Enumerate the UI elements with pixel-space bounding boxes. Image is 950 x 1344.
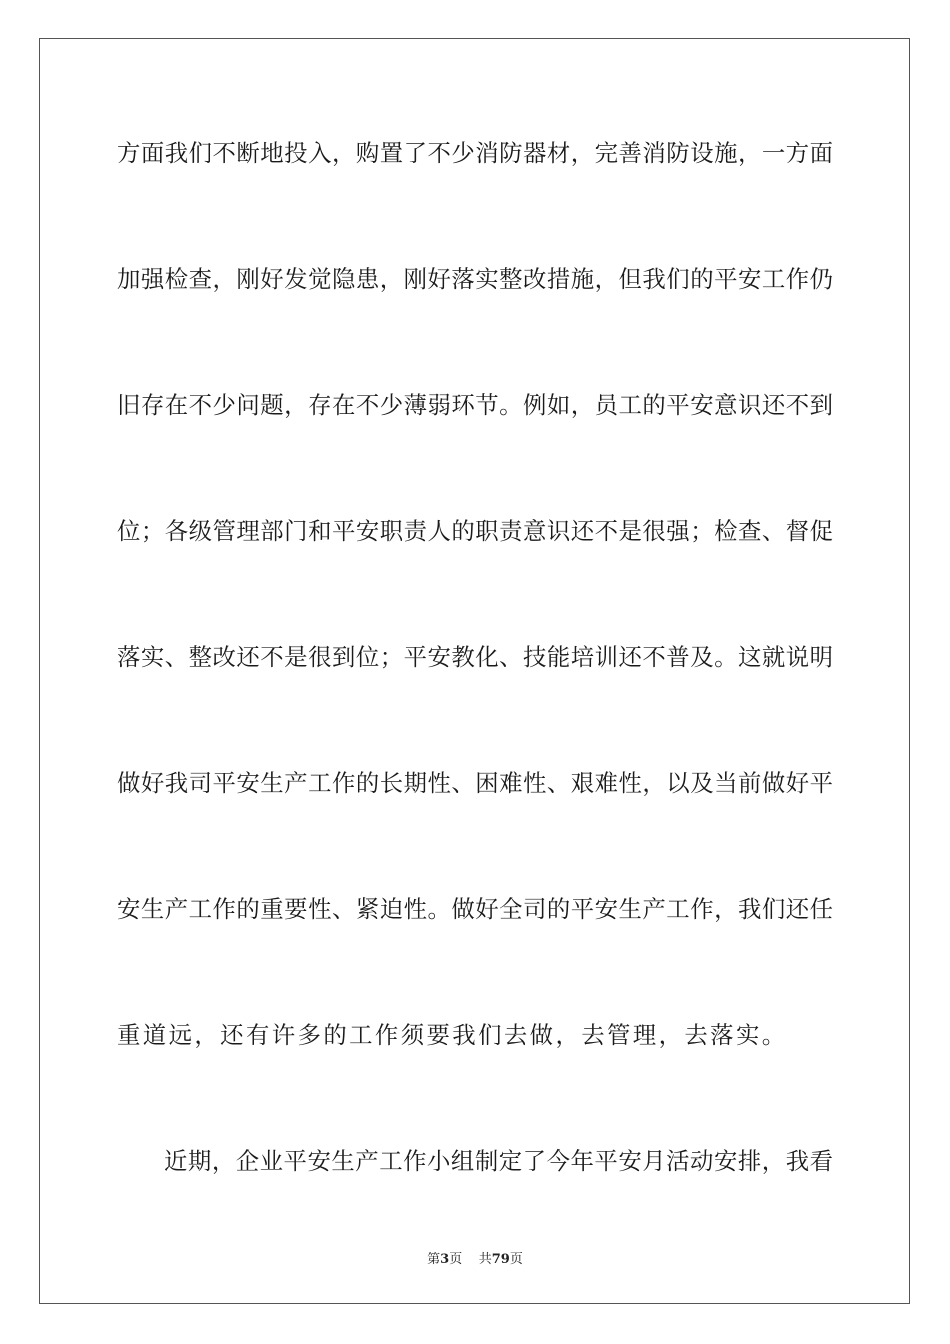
body-line-5: 落实、整改还不是很到位；平安教化、技能培训还不普及。这就说明 xyxy=(117,643,833,671)
body-line-6: 做好我司平安生产工作的长期性、困难性、艰难性，以及当前做好平 xyxy=(117,769,833,797)
body-line-4: 位；各级管理部门和平安职责人的职责意识还不是很强；检查、督促 xyxy=(117,517,833,545)
total-prefix: 共 xyxy=(478,1252,492,1267)
page-footer xyxy=(0,1248,950,1267)
page-number: 3 xyxy=(440,1252,450,1267)
body-line-9: 近期，企业平安生产工作小组制定了今年平安月活动安排，我看 xyxy=(164,1147,833,1175)
page-suffix: 页 xyxy=(449,1252,463,1267)
total-suffix: 页 xyxy=(509,1252,523,1267)
body-line-2: 加强检查，刚好发觉隐患，刚好落实整改措施，但我们的平安工作仍 xyxy=(117,265,833,293)
body-line-8: 重道远，还有许多的工作须要我们去做，去管理，去落实。 xyxy=(117,1021,788,1049)
body-line-7: 安生产工作的重要性、紧迫性。做好全司的平安生产工作，我们还任 xyxy=(117,895,833,923)
page-prefix: 第 xyxy=(427,1252,441,1267)
document-body xyxy=(117,126,833,1260)
body-line-1: 方面我们不断地投入，购置了不少消防器材，完善消防设施，一方面 xyxy=(117,139,833,167)
body-line-3: 旧存在不少问题，存在不少薄弱环节。例如，员工的平安意识还不到 xyxy=(117,391,833,419)
total-pages: 79 xyxy=(491,1252,510,1267)
